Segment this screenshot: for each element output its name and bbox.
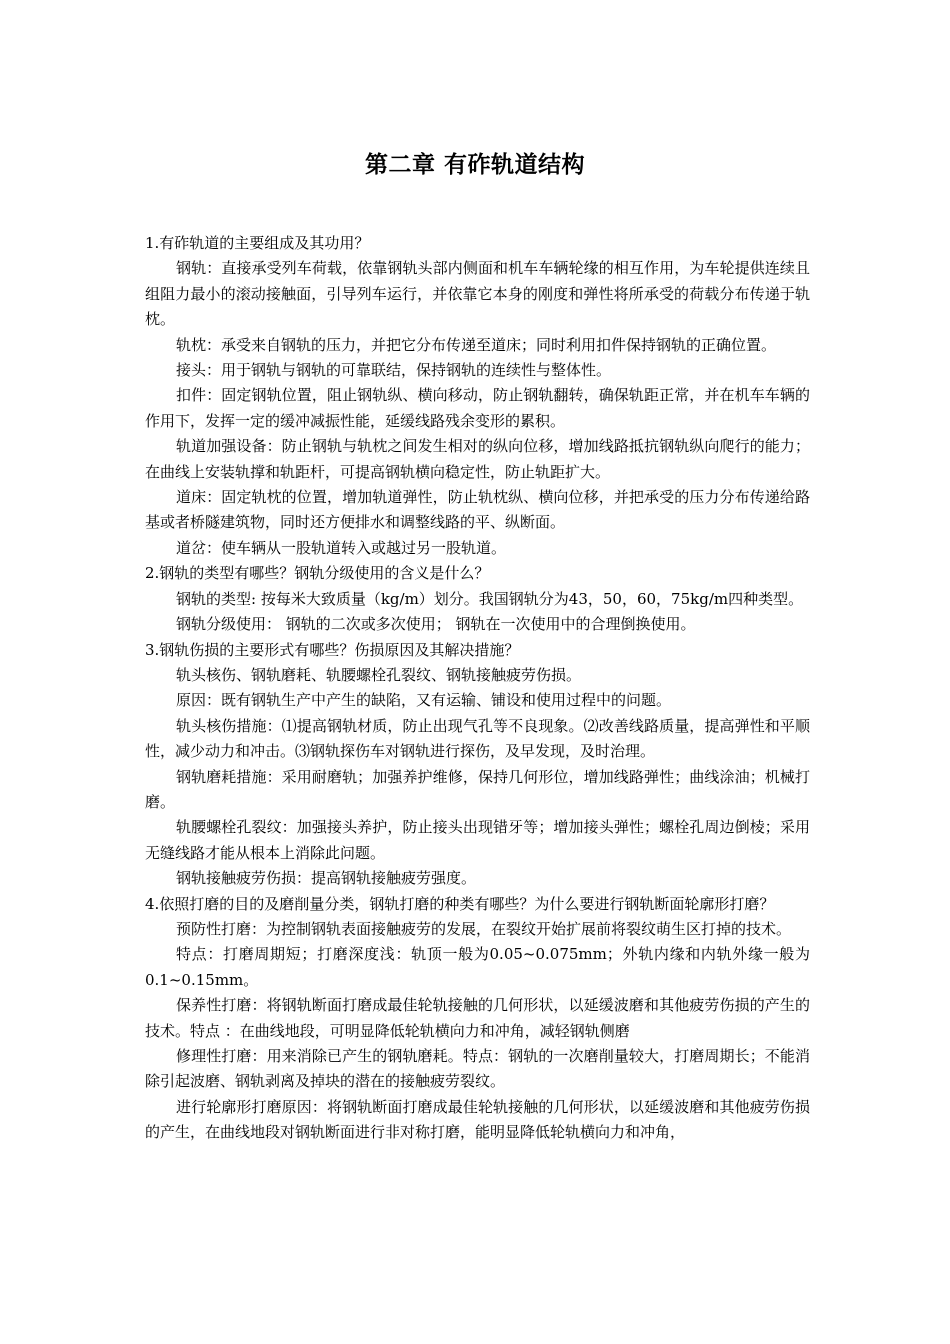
- answer-paragraph: 原因：既有钢轨生产中产生的缺陷，又有运输、铺设和使用过程中的问题。: [176, 691, 672, 710]
- answer-paragraph: 修理性打磨：用来消除已产生的钢轨磨耗。特点：钢轨的一次磨削量较大，打磨周期长；不能消除引起波磨、钢轨剥离及掉块的潜在的接触疲劳裂纹。: [145, 1047, 810, 1091]
- answer-paragraph: 钢轨的类型: 按每米大致质量（kg/m）划分。我国钢轨分为43，50，60，75kg/m四种类型。: [176, 589, 804, 608]
- answer-paragraph: 预防性打磨：为控制钢轨表面接触疲劳的发展，在裂纹开始扩展前将裂纹萌生区打掉的技术。: [176, 919, 792, 938]
- answer-paragraph: 轨头核伤、钢轨磨耗、轨腰螺栓孔裂纹、钢轨接触疲劳伤损。: [176, 665, 582, 684]
- answer-paragraph: 道岔：使车辆从一股轨道转入或越过另一股轨道。: [176, 538, 507, 557]
- question-heading: 3.钢轨伤损的主要形式有哪些？伤损原因及其解决措施？: [145, 640, 520, 659]
- answer-paragraph: 特点：打磨周期短；打磨深度浅：轨顶一般为0.05~0.075mm；外轨内缘和内轨外缘一般为0.1~0.15mm。: [145, 945, 810, 989]
- chapter-title: 第二章 有砟轨道结构: [364, 152, 585, 178]
- answer-paragraph: 钢轨：直接承受列车荷载，依靠钢轨头部内侧面和机车车辆轮缘的相互作用，为车轮提供连续且组阻力最小的滚动接触面，引导列车运行，并依靠它本身的刚度和弹性将所承受的荷载分布传递于轨枕。: [145, 259, 810, 329]
- question-heading: 4.依照打磨的目的及磨削量分类，钢轨打磨的种类有哪些？为什么要进行钢轨断面轮廓形打磨？: [145, 894, 775, 913]
- answer-paragraph: 轨道加强设备：防止钢轨与轨枕之间发生相对的纵向位移，增加线路抵抗钢轨纵向爬行的能力；在曲线上安装轨撑和轨距杆，可提高钢轨横向稳定性，防止轨距扩大。: [145, 437, 810, 481]
- answer-paragraph: 接头：用于钢轨与钢轨的可靠联结，保持钢轨的连续性与整体性。: [176, 361, 612, 380]
- answer-paragraph: 进行轮廓形打磨原因：将钢轨断面打磨成最佳轮轨接触的几何形状，以延缓波磨和其他疲劳伤损的产生，在曲线地段对钢轨断面进行非对称打磨，能明显降低轮轨横向力和冲角，: [145, 1097, 810, 1142]
- question-heading: 1.有砟轨道的主要组成及其功用？: [145, 234, 370, 252]
- answer-paragraph: 轨头核伤措施：⑴提高钢轨材质，防止出现气孔等不良现象。⑵改善线路质量，提高弹性和平顺性，减少动力和冲击。⑶钢轨探伤车对钢轨进行探伤，及早发现，及时治理。: [145, 716, 810, 761]
- answer-paragraph: 钢轨分级使用： 钢轨的二次或多次使用； 钢轨在一次使用中的合理倒换使用。: [176, 615, 696, 634]
- answer-paragraph: 道床：固定轨枕的位置，增加轨道弹性，防止轨枕纵、横向位移，并把承受的压力分布传递给路基或者桥隧建筑物，同时还方便排水和调整线路的平、纵断面。: [145, 488, 810, 532]
- answer-paragraph: 保养性打磨：将钢轨断面打磨成最佳轮轨接触的几何形状，以延缓波磨和其他疲劳伤损的产生的技术。特点 ：在曲线地段，可明显降低轮轨横向力和冲角，减轻钢轨侧磨: [145, 996, 810, 1040]
- answer-paragraph: 扣件：固定钢轨位置，阻止钢轨纵、横向移动，防止钢轨翻转，确保轨距正常，并在机车车辆的作用下，发挥一定的缓冲减振性能，延缓线路残余变形的累积。: [145, 386, 810, 430]
- answer-paragraph: 轨腰螺栓孔裂纹：加强接头养护，防止接头出现错牙等；增加接头弹性；螺栓孔周边倒棱；采用无缝线路才能从根本上消除此问题。: [145, 818, 810, 862]
- answer-paragraph: 轨枕：承受来自钢轨的压力，并把它分布传递至道床；同时利用扣件保持钢轨的正确位置。: [176, 335, 777, 354]
- question-heading: 2.钢轨的类型有哪些？钢轨分级使用的含义是什么？: [145, 564, 490, 583]
- answer-paragraph: 钢轨接触疲劳伤损：提高钢轨接触疲劳强度。: [176, 869, 477, 888]
- answer-paragraph: 钢轨磨耗措施：采用耐磨轨；加强养护维修，保持几何形位，增加线路弹性；曲线涂油；机械打磨。: [145, 767, 810, 811]
- document-body: [145, 231, 810, 1146]
